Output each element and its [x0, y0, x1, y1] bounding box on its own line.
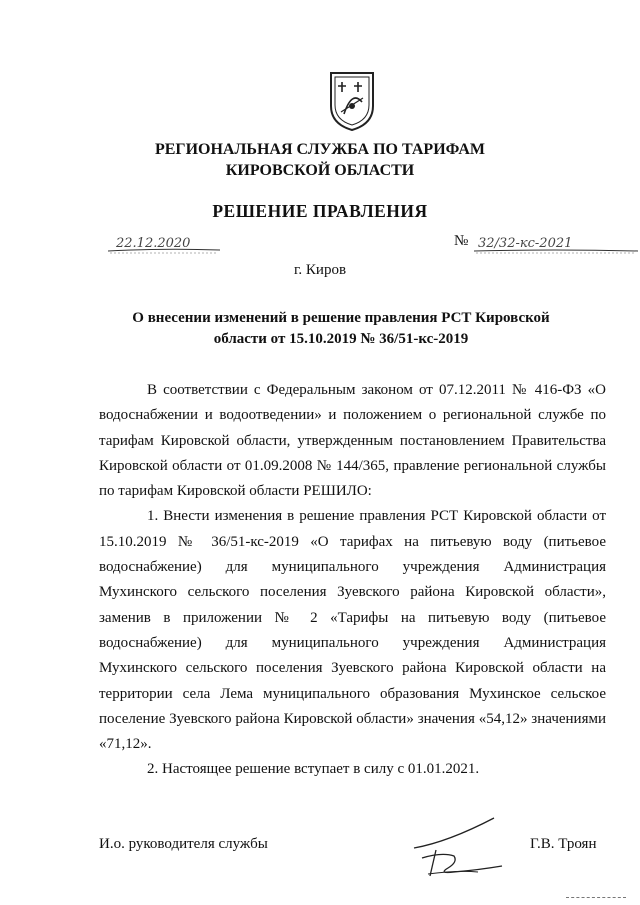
organization-name-line2: КИРОВСКОЙ ОБЛАСТИ — [225, 162, 415, 179]
page-footer-mark — [566, 897, 626, 900]
handwritten-signature-icon — [408, 812, 518, 884]
number-sign: № — [454, 233, 469, 249]
document-body — [99, 378, 606, 783]
body-paragraph-1: В соответствии с Федеральным законом от 07.12.2011 № 416-ФЗ «О водоснабжении и водоотведении» и положением о региональной службе по тарифам Кировской области, утвержденным постановлением Правительства Кировской области от 01.09.2008 № 144/365, правление региональной службы по тарифам Кировской области РЕШИЛО: — [99, 382, 606, 500]
handwritten-number-text: 32/32-кс-2021 — [478, 236, 573, 251]
document-subject: О внесении изменений в решение правления РСТ Кировской области от 15.10.2019 № 36/51-кс-2019 — [132, 310, 550, 347]
coat-of-arms-icon — [328, 70, 376, 132]
document-type-title: РЕШЕНИЕ ПРАВЛЕНИЯ — [212, 201, 428, 221]
organization-name-line1: РЕГИОНАЛЬНАЯ СЛУЖБА ПО ТАРИФАМ — [154, 141, 486, 158]
city: г. Киров — [293, 262, 347, 278]
signatory-name: Г.В. Троян — [530, 836, 597, 852]
signatory-position: И.о. руководителя службы — [99, 836, 268, 852]
handwritten-date — [108, 230, 220, 256]
body-paragraph-3: 2. Настоящее решение вступает в силу с 01.01.2021. — [147, 761, 480, 778]
body-paragraph-2: 1. Внести изменения в решение правления РСТ Кировской области от 15.10.2019 № 36/51-кс-2019 «О тарифах на питьевую воду (питьевое водоснабжение) для муниципального учреждения Администрация Мухинского сельского поселения Зуевского района Кировской области», заменив в приложении № 2 «Тарифы на питьевую воду (питьевое водоснабжение) для муниципального учреждения Администрация Мухинского сельского поселения Зуевского района Кировской области на территории села Лема муниципального образования Мухинское сельское поселение Зуевского района Кировской области» значения «54,12» значениями «71,12». — [99, 508, 606, 753]
handwritten-date-text: 22.12.2020 — [116, 236, 191, 251]
